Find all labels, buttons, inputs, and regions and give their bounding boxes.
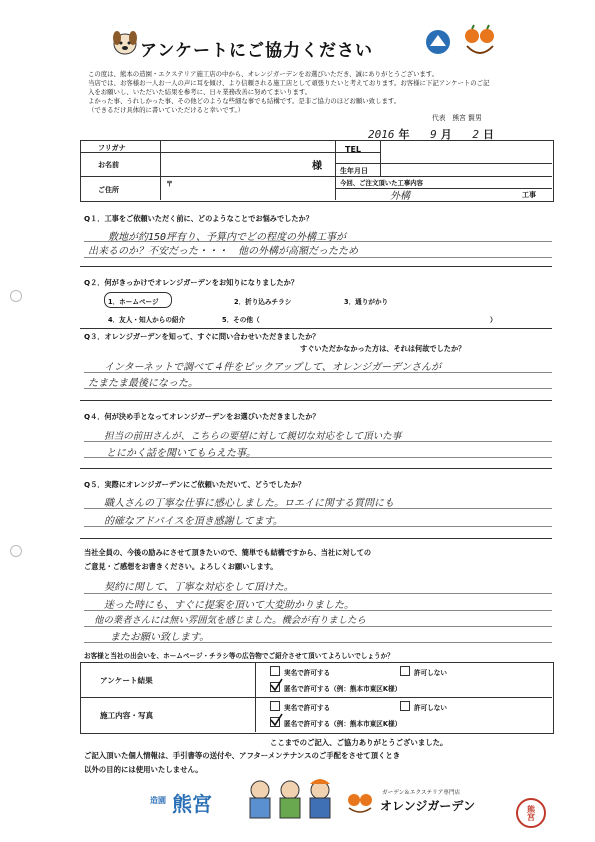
dog-mascot-icon bbox=[110, 24, 140, 56]
option-not-allowed: 許可しない bbox=[414, 704, 447, 712]
date-month: 9 bbox=[430, 128, 437, 141]
q3-answer-line: インターネットで調べて４件をピックアップして、オレンジガーデンさんが bbox=[104, 362, 442, 373]
q3-subquestion: すぐいただかなかった方は、それは何故でしたか？ bbox=[300, 344, 466, 353]
consent-lead: お客様と当社の出会いを、ホームページ・チラシ等の広告物でご紹介させて頂いてよろしいでしょうか？ bbox=[84, 652, 394, 660]
q3-answer-line: たまたま最後になった。 bbox=[88, 378, 198, 389]
q6-question-line: ご意見・ご感想をお書きください。よろしくお願いします。 bbox=[84, 562, 278, 571]
furigana-label: フリガナ bbox=[98, 144, 126, 152]
signature: 代表 熊宮 賢男 bbox=[432, 114, 482, 122]
work-suffix: 工事 bbox=[522, 191, 536, 199]
date-day: 2 bbox=[472, 128, 479, 141]
page-title: アンケートにご協力ください bbox=[140, 41, 373, 61]
orange-mascot-icon bbox=[462, 24, 498, 58]
tel-label: TEL bbox=[345, 145, 362, 154]
checkbox-not-allowed[interactable] bbox=[400, 666, 410, 676]
date-year-unit: 年 bbox=[398, 128, 410, 141]
work-value: 外構 bbox=[390, 191, 410, 202]
q6-question-line: 当社全員の、今後の励みにさせて頂きたいので、簡単でも結構ですから、当社に対しての bbox=[84, 548, 372, 557]
q4-question: Q４．何が決め手となってオレンジガーデンをお選びいただきましたか？ bbox=[84, 412, 320, 421]
brand1-name: 熊宮 bbox=[172, 792, 212, 816]
q6-answer-line: 他の業者さんには無い雰囲気を感じました。機会が有りましたら bbox=[94, 615, 366, 626]
q5-answer-line: 的確なアドバイスを頂き感謝してます。 bbox=[104, 516, 283, 527]
q1-answer-line: 出来るのか？不安だった・・・ 他の外構が高額だったため bbox=[88, 246, 358, 257]
checkbox-not-allowed[interactable] bbox=[400, 701, 410, 711]
check-mark-icon bbox=[269, 678, 283, 692]
privacy-line: ご記入頂いた個人情報は、手引書等の送付や、アフターメンテナンスのご手配をさせて頂くとき bbox=[84, 751, 401, 760]
consent-row-label: 施工内容・写真 bbox=[100, 711, 154, 720]
q5-question: Q５．実際にオレンジガーデンにご依頼いただいて、どうでしたか？ bbox=[84, 480, 306, 489]
name-suffix: 様 bbox=[312, 161, 322, 172]
birth-label: 生年月日 bbox=[340, 167, 368, 175]
q2-selection-circle bbox=[104, 292, 172, 308]
seal-stamp: 熊宮 bbox=[516, 798, 546, 828]
punch-hole bbox=[10, 545, 22, 557]
q6-answer-line: 迷った時にも、すぐに提案を頂いて大変助かりました。 bbox=[104, 600, 354, 611]
q2-option-homepage: 1．ホームページ bbox=[108, 298, 159, 306]
work-label: 今回、ご注文頂いた工事内容 bbox=[340, 179, 424, 187]
option-anonymous: 匿名で許可する（例：熊本市東区K様） bbox=[284, 720, 402, 728]
intro-text: この度は、熊本の造園・エクステリア施工店の中から、オレンジガーデンをお選びいただき、誠にありがとうございます。 当店では、お客様お一人お一人の声に耳を傾け、より信頼される施工店として頑張りたいと考えております。お客様に下記アンケートのご記 入をお願いし、いただいた結果を参考に、日々業務改善に努めてまいります。 よかった事、うれしかった事、その他どのような些細な事でも結構です。是非ご協力のほどお願い致します。 （できるだけ具体的に書いていただけると幸いです。） bbox=[88, 70, 490, 114]
address-label: ご住所 bbox=[98, 186, 119, 194]
q3-question: Q３．オレンジガーデンを知って、すぐに問い合わせいただきましたか？ bbox=[84, 332, 320, 341]
q2-question: Q２．何がきっかけでオレンジガーデンをお知りになりましたか？ bbox=[84, 278, 299, 287]
option-real-name: 実名で許可する bbox=[284, 704, 331, 712]
date-day-unit: 日 bbox=[483, 128, 494, 141]
q2-close-paren: ） bbox=[490, 316, 497, 324]
option-anonymous: 匿名で許可する（例：熊本市東区K様） bbox=[284, 685, 402, 693]
q4-answer-line: とにかく話を聞いてもらえた事。 bbox=[106, 448, 256, 459]
q1-question: Q１．工事をご依頼いただく前に、どのようなことでお悩みでしたか？ bbox=[84, 214, 313, 223]
date-year: 2016 bbox=[368, 128, 395, 141]
postal-mark: 〒 bbox=[166, 180, 173, 188]
kumamiya-logo-icon bbox=[424, 28, 452, 56]
q5-answer-line: 職人さんの丁寧な仕事に感心しました。ロエイに関する質問にも bbox=[104, 498, 394, 509]
checkbox-real-name[interactable] bbox=[270, 701, 280, 711]
option-real-name: 実名で許可する bbox=[284, 669, 331, 677]
date-month-unit: 月 bbox=[440, 128, 452, 141]
privacy-line: 以外の目的には使用いたしません。 bbox=[84, 765, 203, 774]
q6-answer-line: 契約に関して、丁寧な対応をして頂けた。 bbox=[104, 582, 294, 593]
thanks-text: ここまでのご記入、ご協力ありがとうございました。 bbox=[270, 738, 448, 747]
name-label: お名前 bbox=[98, 161, 119, 169]
option-not-allowed: 許可しない bbox=[414, 669, 447, 677]
brand2-tag: ガーデン＆エクステリア専門店 bbox=[382, 790, 461, 796]
q2-option-passing: 3．通りがかり bbox=[344, 298, 389, 306]
q1-answer-line: 敷地が約150坪有り、予算内でどの程度の外構工事が bbox=[108, 232, 347, 243]
brand1-tag: 造園 bbox=[150, 796, 166, 805]
punch-hole bbox=[10, 290, 22, 302]
q2-option-referral: 4．友人・知人からの紹介 bbox=[108, 316, 186, 324]
q4-answer-line: 担当の前田さんが、こちらの要望に対して親切な対応をして頂いた事 bbox=[104, 431, 402, 442]
q2-option-other: 5．その他（ bbox=[222, 316, 260, 324]
check-mark-icon bbox=[269, 713, 283, 727]
staff-mascots-icon bbox=[240, 776, 340, 820]
consent-row-label: アンケート結果 bbox=[100, 676, 153, 685]
orange-logo-icon bbox=[345, 788, 375, 814]
brand2-name: オレンジガーデン bbox=[380, 799, 476, 813]
checkbox-real-name[interactable] bbox=[270, 666, 280, 676]
q2-option-flyer: 2．折り込みチラシ bbox=[234, 298, 292, 306]
q6-answer-line: またお願い致します。 bbox=[110, 632, 210, 643]
